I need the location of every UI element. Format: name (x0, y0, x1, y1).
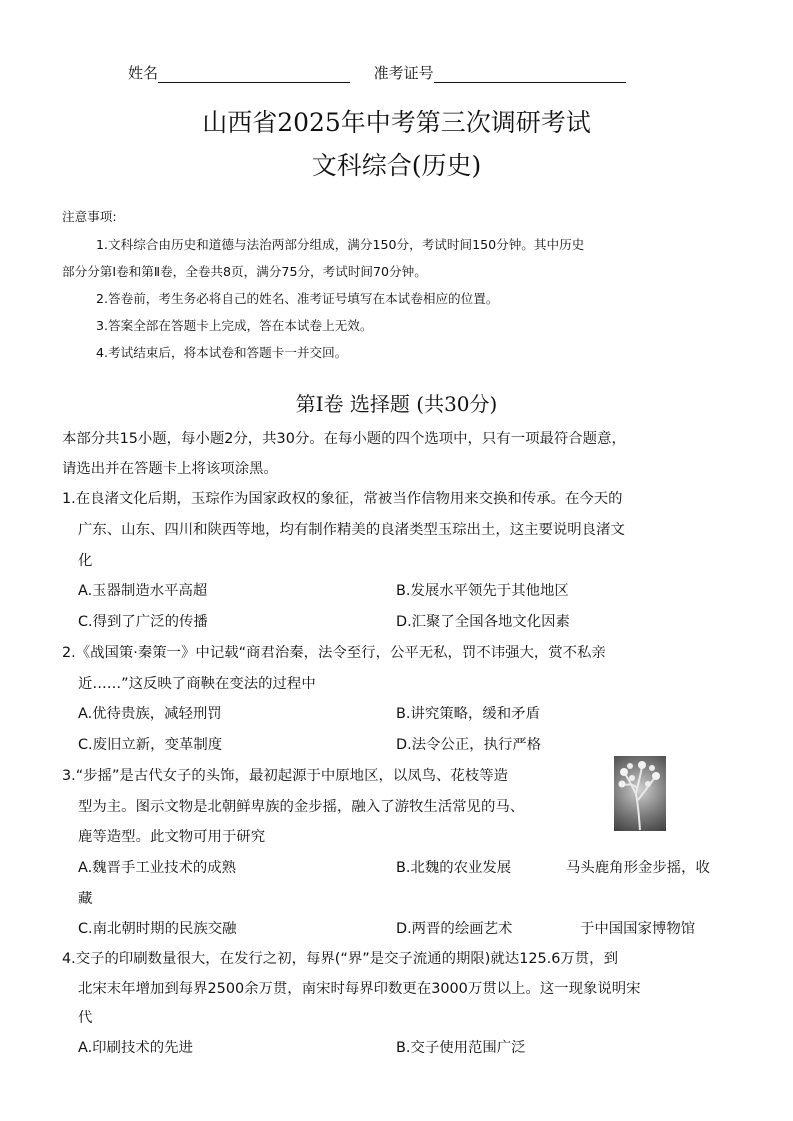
q1-option-d[interactable]: D.汇聚了全国各地文化因素 (396, 614, 570, 630)
q3-option-d[interactable]: D.两晋的绘画艺术 (396, 921, 513, 937)
q2-option-a[interactable]: A.优待贵族，减轻刑罚 (78, 706, 222, 722)
note-item: 部分分第Ⅰ卷和第Ⅱ卷，全卷共8页，满分75分，考试时间70分钟。 (62, 264, 427, 279)
question-3-text: 型为主。图示文物是北朝鲜卑族的金步摇，融入了游牧生活常见的马、 (78, 799, 525, 815)
section-intro: 请选出并在答题卡上将该项涂黑。 (62, 461, 278, 477)
q3-option-b[interactable]: B.北魏的农业发展 (396, 860, 512, 876)
artifact-caption: 藏 (78, 891, 93, 907)
question-4-text: 北宋末年增加到每界2500余万贯，南宋时每界印数更在3000万贯以上。这一现象说明宋 (78, 981, 641, 997)
q3-option-c[interactable]: C.南北朝时期的民族交融 (78, 921, 237, 937)
question-3-text: 3.“步摇”是古代女子的头饰，最初起源于中原地区，以凤鸟、花枝等造 (62, 768, 508, 784)
question-1-text: 1.在良渚文化后期，玉琮作为国家政权的象征，常被当作信物用来交换和传承。在今天的 (62, 491, 623, 507)
question-1-text: 广东、山东、四川和陕西等地，均有制作精美的良渚类型玉琮出土，这主要说明良渚文 (78, 522, 625, 538)
section-intro: 本部分共15小题，每小题2分，共30分。在每小题的四个选项中，只有一项最符合题意， (62, 431, 626, 447)
question-2-text: 2.《战国策·秦策一》中记载“商君治秦，法令至行，公平无私，罚不讳强大，赏不私亲 (62, 645, 606, 661)
q1-option-a[interactable]: A.玉器制造水平高超 (78, 583, 208, 599)
artifact-caption: 于中国国家博物馆 (580, 921, 696, 937)
name-blank[interactable] (158, 66, 350, 83)
artifact-caption: 马头鹿角形金步摇，收 (566, 860, 710, 876)
gold-buyao-artifact-image (614, 756, 666, 831)
exam-title: 山西省2025年中考第三次调研考试 (202, 108, 591, 137)
q2-option-b[interactable]: B.讲究策略，缓和矛盾 (396, 706, 540, 722)
question-1-text: 化 (78, 553, 93, 569)
q4-option-a[interactable]: A.印刷技术的先进 (78, 1040, 193, 1056)
note-item: 3.答案全部在答题卡上完成，答在本试卷上无效。 (96, 318, 373, 333)
name-label: 姓名 (128, 64, 159, 82)
note-item: 4.考试结束后，将本试卷和答题卡一并交回。 (96, 345, 348, 360)
exam-id-label: 准考证号 (373, 64, 434, 82)
q1-option-c[interactable]: C.得到了广泛的传播 (78, 614, 208, 630)
exam-subtitle: 文科综合(历史) (311, 151, 482, 180)
section-title: 第Ⅰ卷 选择题 (共30分) (295, 392, 498, 416)
candidate-info-row (128, 62, 626, 83)
q1-option-b[interactable]: B.发展水平领先于其他地区 (396, 583, 569, 599)
notes-heading: 注意事项: (62, 209, 117, 224)
question-4-text: 代 (78, 1010, 93, 1026)
question-2-text: 近……”这反映了商鞅在变法的过程中 (78, 676, 316, 692)
exam-id-blank[interactable] (434, 66, 626, 83)
question-4-text: 4.交子的印刷数量很大，在发行之初，每界(“界”是交子流通的期限)就达125.6万贯，到 (62, 951, 618, 967)
q2-option-c[interactable]: C.废旧立新，变革制度 (78, 737, 223, 753)
q2-option-d[interactable]: D.法令公正，执行严格 (396, 737, 542, 753)
question-3-text: 鹿等造型。此文物可用于研究 (78, 829, 266, 845)
q4-option-b[interactable]: B.交子使用范围广泛 (396, 1040, 526, 1056)
note-item: 2.答卷前，考生务必将自己的姓名、准考证号填写在本试卷相应的位置。 (96, 291, 499, 306)
q3-option-a[interactable]: A.魏晋手工业技术的成熟 (78, 860, 237, 876)
note-item: 1.文科综合由历史和道德与法治两部分组成，满分150分，考试时间150分钟。其中历史 (96, 237, 585, 252)
